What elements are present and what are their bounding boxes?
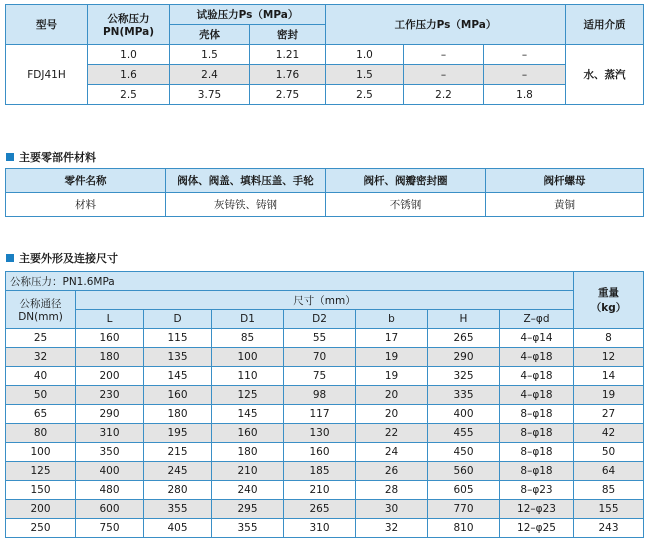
table-row: [6, 424, 644, 443]
table-cell: 290: [76, 405, 144, 424]
table-cell: 185: [284, 462, 356, 481]
table-cell: 17: [356, 329, 428, 348]
table-cell: 25: [6, 329, 76, 348]
table-cell: –: [484, 45, 566, 65]
nominal-pressure-unit: PN(MPa): [102, 26, 155, 38]
table-cell: 180: [212, 443, 284, 462]
medium-value: 水、蒸汽: [566, 45, 644, 105]
table-cell: 117: [284, 405, 356, 424]
table-cell: 215: [144, 443, 212, 462]
column-header: D1: [212, 310, 284, 329]
table-cell: 12: [574, 348, 644, 367]
dimensions-title-text: 主要外形及连接尺寸: [19, 252, 118, 265]
table-cell: 770: [428, 500, 500, 519]
table-row: [6, 519, 644, 538]
table-cell: 12–φ23: [500, 500, 574, 519]
table-row: [6, 45, 644, 65]
pressure-label: 公称压力：PN1.6MPa: [6, 272, 574, 291]
table-cell: 150: [6, 481, 76, 500]
table-cell: 灰铸铁、铸钢: [166, 193, 326, 217]
table-cell: 115: [144, 329, 212, 348]
table-row: [6, 367, 644, 386]
table-cell: 1.5: [170, 45, 250, 65]
table-cell: 4–φ18: [500, 386, 574, 405]
table-cell: 55: [284, 329, 356, 348]
table-cell: 1.8: [484, 85, 566, 105]
dn-unit: DN(mm): [18, 311, 63, 323]
table-cell: 135: [144, 348, 212, 367]
table-cell: 245: [144, 462, 212, 481]
table-cell: 19: [356, 348, 428, 367]
table-cell: 8–φ18: [500, 405, 574, 424]
table-cell: 160: [76, 329, 144, 348]
table-cell: 240: [212, 481, 284, 500]
materials-section-title: [6, 149, 96, 165]
table-cell: 2.5: [88, 85, 170, 105]
table-cell: 30: [356, 500, 428, 519]
materials-header-cell: 阀杆、阀瓣密封圈: [326, 169, 486, 193]
table-cell: 200: [6, 500, 76, 519]
table-cell: 8–φ18: [500, 462, 574, 481]
table-cell: 100: [212, 348, 284, 367]
model-header: 型号: [6, 5, 88, 45]
test-pressure-header: 试验压力Ps（MPa）: [170, 5, 326, 25]
table-cell: 155: [574, 500, 644, 519]
table-row: [6, 405, 644, 424]
medium-header: 适用介质: [566, 5, 644, 45]
weight-label: 重量: [598, 287, 619, 299]
table-cell: 160: [212, 424, 284, 443]
table-cell: 2.4: [170, 65, 250, 85]
table-cell: 265: [284, 500, 356, 519]
dimensions-section-title: [6, 250, 118, 266]
table-cell: 80: [6, 424, 76, 443]
table-cell: 125: [212, 386, 284, 405]
table-row: [6, 500, 644, 519]
table-cell: 160: [284, 443, 356, 462]
table-cell: 310: [76, 424, 144, 443]
table-row: [6, 443, 644, 462]
table-cell: 455: [428, 424, 500, 443]
table-cell: 355: [212, 519, 284, 538]
table-cell: 210: [284, 481, 356, 500]
column-header: L: [76, 310, 144, 329]
table-cell: 195: [144, 424, 212, 443]
table-cell: 85: [574, 481, 644, 500]
table-cell: 4–φ14: [500, 329, 574, 348]
table-cell: 145: [212, 405, 284, 424]
table-cell: 32: [356, 519, 428, 538]
table-cell: 405: [144, 519, 212, 538]
table-row: [6, 193, 644, 217]
table-cell: 1.0: [88, 45, 170, 65]
table-cell: 4–φ18: [500, 348, 574, 367]
materials-header-cell: 阀体、阀盖、填料压盖、手轮: [166, 169, 326, 193]
table-cell: 280: [144, 481, 212, 500]
table-cell: 310: [284, 519, 356, 538]
table-cell: –: [404, 45, 484, 65]
table-cell: 85: [212, 329, 284, 348]
table-cell: 130: [284, 424, 356, 443]
table-cell: 400: [428, 405, 500, 424]
table-cell: 20: [356, 405, 428, 424]
table-cell: 黄铜: [486, 193, 644, 217]
table-cell: 265: [428, 329, 500, 348]
dimensions-table: [5, 271, 644, 538]
table-row: [6, 386, 644, 405]
nominal-pressure-label: 公称压力: [107, 13, 150, 25]
dn-header: [6, 291, 76, 329]
table-cell: 110: [212, 367, 284, 386]
table-row: [6, 481, 644, 500]
table-row: [6, 65, 644, 85]
table-cell: 27: [574, 405, 644, 424]
table-row: [6, 348, 644, 367]
model-value: FDJ41H: [6, 45, 88, 105]
table-cell: 200: [76, 367, 144, 386]
table-cell: 19: [356, 367, 428, 386]
table-cell: 不锈钢: [326, 193, 486, 217]
table-cell: 1.6: [88, 65, 170, 85]
table-cell: 100: [6, 443, 76, 462]
table-cell: 3.75: [170, 85, 250, 105]
table-cell: 325: [428, 367, 500, 386]
table-cell: 28: [356, 481, 428, 500]
table-row: [6, 85, 644, 105]
table-cell: 24: [356, 443, 428, 462]
table-cell: 40: [6, 367, 76, 386]
table-cell: 14: [574, 367, 644, 386]
column-header: b: [356, 310, 428, 329]
table-cell: 19: [574, 386, 644, 405]
table-cell: 600: [76, 500, 144, 519]
table-cell: 8–φ18: [500, 424, 574, 443]
table-cell: 480: [76, 481, 144, 500]
materials-title-text: 主要零部件材料: [19, 151, 96, 164]
table-cell: 42: [574, 424, 644, 443]
materials-header-cell: 零件名称: [6, 169, 166, 193]
pressure-rating-table: [5, 4, 644, 105]
table-cell: 125: [6, 462, 76, 481]
table-cell: –: [484, 65, 566, 85]
table-cell: 8–φ23: [500, 481, 574, 500]
table-cell: 1.0: [326, 45, 404, 65]
table-cell: 26: [356, 462, 428, 481]
table-cell: 1.5: [326, 65, 404, 85]
seal-header: 密封: [250, 25, 326, 45]
table-cell: 12–φ25: [500, 519, 574, 538]
table-cell: 2.75: [250, 85, 326, 105]
dimensions-body: [6, 329, 644, 538]
weight-unit: （kg）: [590, 302, 627, 314]
table-cell: 180: [144, 405, 212, 424]
table-cell: 355: [144, 500, 212, 519]
table-cell: 230: [76, 386, 144, 405]
section-marker-icon: [6, 254, 14, 262]
materials-header-cell: 阀杆螺母: [486, 169, 644, 193]
dn-label: 公称通径: [19, 298, 62, 310]
table-cell: 750: [76, 519, 144, 538]
table-cell: 335: [428, 386, 500, 405]
table-cell: 65: [6, 405, 76, 424]
column-header: D: [144, 310, 212, 329]
table-cell: 材料: [6, 193, 166, 217]
table-cell: 70: [284, 348, 356, 367]
table-cell: 4–φ18: [500, 367, 574, 386]
table-cell: 8–φ18: [500, 443, 574, 462]
nominal-pressure-header: [88, 5, 170, 45]
table-cell: 180: [76, 348, 144, 367]
shell-header: 壳体: [170, 25, 250, 45]
table-row: [6, 329, 644, 348]
column-header: H: [428, 310, 500, 329]
table-cell: 75: [284, 367, 356, 386]
table-cell: 450: [428, 443, 500, 462]
column-header: Z–φd: [500, 310, 574, 329]
table-cell: 145: [144, 367, 212, 386]
table-cell: 243: [574, 519, 644, 538]
table-cell: –: [404, 65, 484, 85]
table-cell: 250: [6, 519, 76, 538]
table-cell: 290: [428, 348, 500, 367]
table-cell: 810: [428, 519, 500, 538]
table-cell: 32: [6, 348, 76, 367]
table-cell: 64: [574, 462, 644, 481]
table-cell: 350: [76, 443, 144, 462]
table-cell: 605: [428, 481, 500, 500]
table-cell: 22: [356, 424, 428, 443]
table-cell: 160: [144, 386, 212, 405]
table-cell: 210: [212, 462, 284, 481]
table-cell: 560: [428, 462, 500, 481]
table-cell: 2.2: [404, 85, 484, 105]
table-cell: 1.21: [250, 45, 326, 65]
table-cell: 98: [284, 386, 356, 405]
column-header: D2: [284, 310, 356, 329]
size-header: 尺寸（mm）: [76, 291, 574, 310]
table-cell: 50: [574, 443, 644, 462]
materials-table: [5, 168, 644, 217]
table-cell: 400: [76, 462, 144, 481]
table-cell: 295: [212, 500, 284, 519]
table-row: [6, 462, 644, 481]
working-pressure-header: 工作压力Ps（MPa）: [326, 5, 566, 45]
section-marker-icon: [6, 153, 14, 161]
weight-header: [574, 272, 644, 329]
table-cell: 20: [356, 386, 428, 405]
table-cell: 50: [6, 386, 76, 405]
table-cell: 2.5: [326, 85, 404, 105]
table-cell: 1.76: [250, 65, 326, 85]
table-cell: 8: [574, 329, 644, 348]
